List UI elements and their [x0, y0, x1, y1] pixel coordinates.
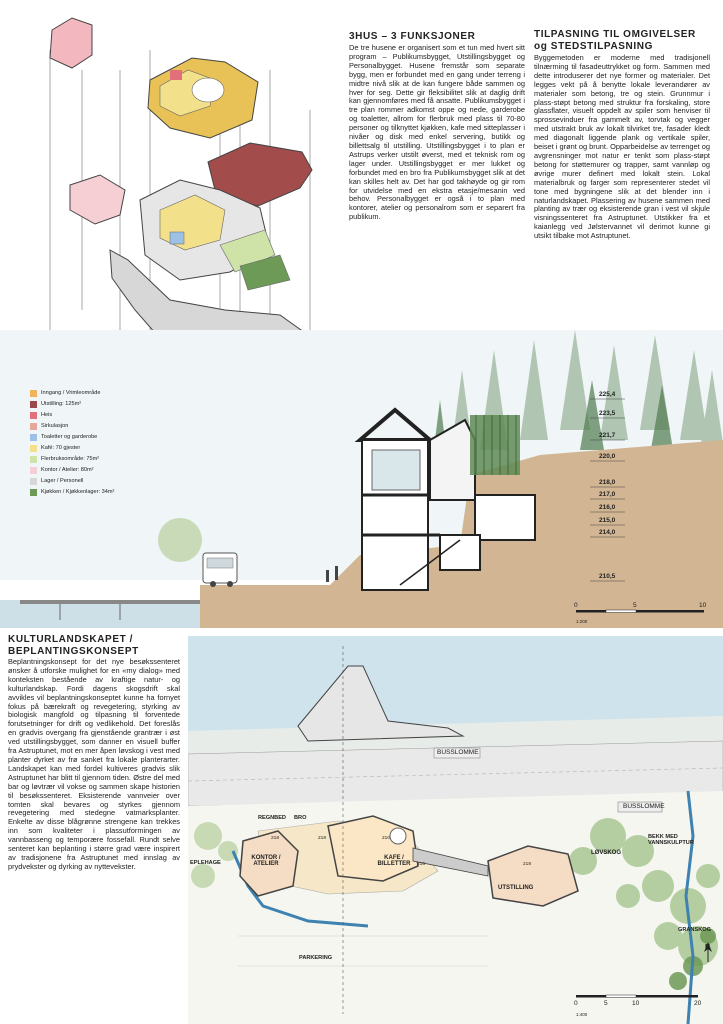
plan-label-loevskog: LØVSKOG: [591, 850, 622, 856]
legend-swatch: [30, 456, 37, 463]
legend-item: [30, 445, 170, 452]
plan-scale-ratio: 1:400: [576, 1012, 588, 1017]
legend-label: Heis: [41, 412, 53, 418]
elevation-label: 210,5: [599, 573, 616, 580]
elevation-label: 214,0: [599, 529, 616, 536]
legend-swatch: [30, 478, 37, 485]
axo-middle-plate: [70, 175, 125, 224]
plan-label-busslomme: BUSSLOMME: [623, 803, 665, 810]
legend-swatch: [30, 423, 37, 430]
plan-label-bekk: BEKK MED VANNSKULPTUR: [648, 834, 694, 846]
plan-scale-tick: 20: [694, 1000, 702, 1007]
section-title-tilpasning-2: og STEDSTILPASNING: [534, 41, 653, 52]
legend-swatch: [30, 390, 37, 397]
plan-label-kontor: KONTOR / ATELIER: [251, 855, 281, 867]
plan-label-parkering: PARKERING: [299, 955, 333, 961]
plan-label-eplehage: EPLEHAGE: [190, 860, 221, 866]
legend-label: Kontor / Atelier: 80m²: [41, 467, 94, 473]
plan-label-regnbed: REGNBED: [258, 815, 286, 821]
plan-level-label: 218: [271, 836, 280, 841]
plan-scale-tick: 0: [574, 1000, 578, 1007]
plan-level-label: 218: [318, 836, 327, 841]
axo-office-roof: [50, 18, 92, 68]
plan-label-granskog: GRANSKOG: [678, 927, 711, 933]
section-scale-tick: 10: [699, 602, 707, 609]
elevation-label: 216,0: [599, 504, 616, 511]
legend-label: Kjøkken / Kjøkkenlager: 34m²: [41, 489, 115, 495]
section-body-funksjoner: De tre husene er organisert som et tun med hvert sitt program – Publikumsbygget, Utstillingsbygget og Personalbygget. Husene fremstår som separate bygg, men er forbundet med en gang under terreng i midtre nivå slik at de kan fungere både sammen og hver for seg. Dette gir fleksibilitet slik at daglig drift kan gjennomføres med få ansatte. Publikumsbygget i tre plan rommer adkomst oppe og nede, garderobe og toaletter, allrom for flerbruk med plass til 70-80 personer og tilknyttet kjøkken, kafe med sitteplasser i nivåer og disk med enkel servering, butikk og billettsalg til utstilling. Utstillingsbygget i to plan er Astrups verker utstilt øverst, med et teknisk rom og lager under. Utstillingsbygget er mer lukket og forbundet med en bro fra Publikumsbygget slik at det kan skilles helt av. Det har god takhøyde og gir rom for utvidelse med en ekstra etasje/mesanin ved behov. Personalbygget er også i to plan med kontorer, atelier og personalrom som er separert fra publikum.: [349, 43, 525, 222]
plan-level-label: 216: [417, 862, 426, 867]
legend-swatch: [30, 401, 37, 408]
section-title-kulturlandskapet-2: BEPLANTINGSKONSEPT: [8, 646, 139, 657]
legend-label: Inngang / Vrimleområde: [41, 390, 101, 396]
plan-label-utstilling: UTSTILLING: [498, 885, 534, 891]
legend-item: [30, 478, 170, 485]
section-title-funksjoner: 3HUS – 3 FUNKSJONER: [349, 31, 476, 42]
plan-label-bro: BRO: [294, 815, 307, 821]
plan-scale-tick: 5: [604, 1000, 608, 1007]
legend-label: Kafé: 70 gjester: [41, 445, 81, 451]
plan-label-kafe: KAFE / BILLETTER: [377, 855, 411, 867]
legend-item: [30, 467, 170, 474]
legend-label: Sirkulasjon: [41, 423, 69, 429]
section-title-tilpasning-1: TILPASNING TIL OMGIVELSER: [534, 29, 696, 40]
plan-scale-tick: 10: [632, 1000, 640, 1007]
section-body-kulturlandskapet: Beplantningskonsept for det nye besøkssenteret ønsker å utforske mulighet for en «my dialog» med konteksten bestående av kraftige natur- og kulturlandskap. Fordi dagens skogsdrift skal avvikles vil beplantningskonseptet kunne ha fornyet fokus på bærekraft og revegetering, styrking av biologisk mangfold og tilpasning til forventede forutsetninger for drift og vedlikehold. Det foreslås en gradvis overgang fra gjenstående grantrær i øst ved utstillingsbygget, som danner en visuell buffer fra Astruptunet, mot en mer åpen løvskog i vest med planter dyrket av frø sanket fra lokale planterarter. Landskapet kan med fordel kultiveres gradvis slik Astruptunet har blitt til gjennom tiden. Østre del med bar og løvtrær vil vokse og sammen skape historien til besøkssenteret. Eksisterende vannveier over tomten skal bevares og styrkes gjennom revegetering med stedegne vatmarksplanter. Enkelte av disse blågrønne strengene kan trekkes inn som kvaliteter i plassutformingen av vannbasseng og temporære fossefall. Rundt selve senteret kan beplanting i større grad være inspirert av tradisjonene fra Astruptunet med innslag av prydvekster og dyrking av nyttevekster.: [8, 657, 180, 871]
legend-swatch: [30, 467, 37, 474]
section-title-kulturlandskapet-1: KULTURLANDSKAPET /: [8, 634, 134, 645]
legend-swatch: [30, 445, 37, 452]
section-scale-tick: 5: [633, 602, 637, 609]
elevation-label: 217,0: [599, 491, 616, 498]
legend-item: [30, 434, 170, 441]
legend-label: Utstilling: 125m²: [41, 401, 82, 407]
legend-item: [30, 390, 170, 397]
bus-figure: [203, 553, 237, 587]
section-body-tilpasning: Byggemetoden er moderne med tradisjonell tilnærming til fasadeuttrykket og form. Sammen med dette introduserer det nye former og materialer. Det legges vekt på å benytte lokale leverandører av materialer som betong, tre og stein. Grunnmur i plass-støpt betong med struktur fra forskaling, store glassflater, visuelt oppdelt av spiler som henviser til sprossevinduer fra gammelt av, torvtak og vegger med utstrakt bruk av lokalt tilvirket tre, fasader kledt med diagonalt liggende plank og vertikale spiler, beiset i grønt og brunt. Opparbeidelse av terrenget og avgrensninger mot natur er tenkt som plass-støpt betong for støttemurer og trapper, samt vannløp og øvrige murer definert med lokalt stein. Lokal materialbruk og farger som representerer stedet vil tone med bygningene slik at det blender inn i naturlandskapet. Plassering av husene sammen med planting av trær og eksisterende gran i vest vil skjule visningssenteret fra Astruptunet. Utstikker fra et kaianlegg ved Jølstervannet vil derimot kunne gi utsikt tilbake mot Astruptunet.: [534, 53, 710, 241]
plan-level-label: 218: [523, 862, 532, 867]
legend-label: Toaletter og garderobe: [41, 434, 98, 440]
elevation-label: 225,4: [599, 391, 616, 398]
legend-label: Flerbruksområde: 75m²: [41, 456, 100, 462]
legend-item: [30, 423, 170, 430]
plan-level-label: 210: [382, 836, 391, 841]
section-scale-bar: [576, 610, 704, 613]
legend-swatch: [30, 412, 37, 419]
legend-swatch: [30, 434, 37, 441]
elevation-label: 220,0: [599, 453, 616, 460]
legend-item: [30, 412, 170, 419]
elevation-label: 218,0: [599, 479, 616, 486]
program-legend: [30, 390, 170, 500]
elevation-label: 223,5: [599, 410, 616, 417]
legend-item: [30, 401, 170, 408]
section-scale-ratio: 1:200: [576, 619, 588, 624]
legend-swatch: [30, 489, 37, 496]
site-plan: [188, 636, 723, 1024]
legend-item: [30, 456, 170, 463]
legend-item: [30, 489, 170, 496]
legend-label: Lager / Personell: [41, 478, 84, 484]
plan-label-busslomme: BUSSLOMME: [437, 749, 479, 756]
elevation-label: 215,0: [599, 517, 616, 524]
section-scale-tick: 0: [574, 602, 578, 609]
plan-label-north: N: [705, 944, 711, 951]
plan-scale-bar: [576, 995, 698, 998]
elevation-label: 221,7: [599, 432, 616, 439]
